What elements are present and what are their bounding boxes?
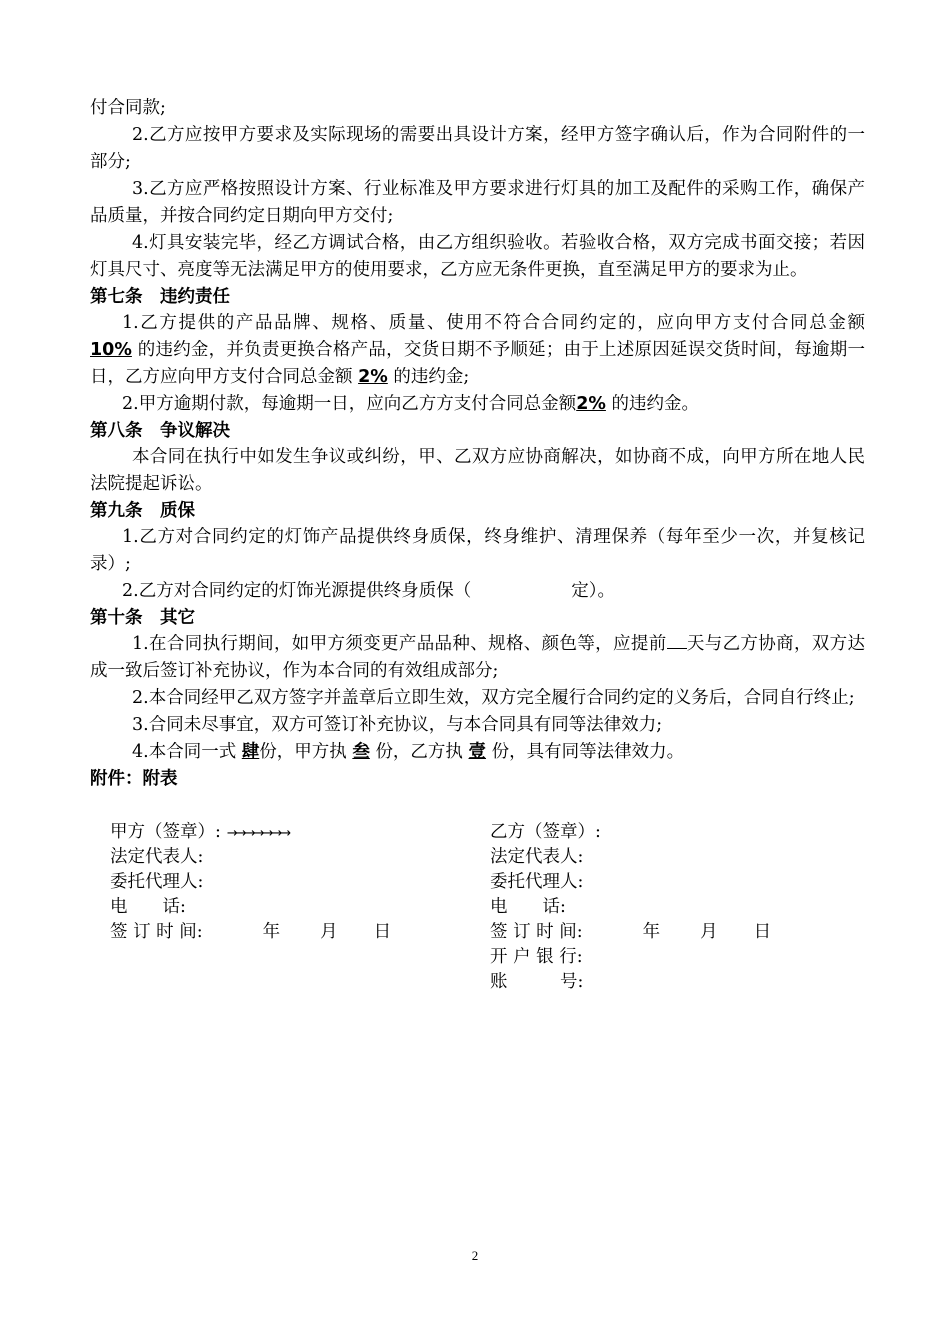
s6-item-3: 3.乙方应严格按照设计方案、行业标准及甲方要求进行灯具的加工及配件的采购工作，确保产品质量，并按合同约定日期向甲方交付; (90, 179, 865, 226)
party-a-signature-block (110, 820, 470, 945)
s10-item-4-text-b: 份，甲方执 (259, 742, 347, 762)
days-blank (667, 632, 687, 649)
s10-item-4-text-d: 份，具有同等法律效力。 (491, 742, 685, 762)
section-7-title: 第七条 违约责任 (90, 287, 230, 307)
party-a-agent: 委托代理人: (110, 872, 204, 892)
s7-item-2 (90, 391, 865, 418)
s7-item-1-text-c: 的违约金; (393, 367, 470, 387)
s8-body: 本合同在执行中如发生争议或纠纷，甲、乙双方应协商解决，如协商不成，向甲方所在地人民法院提起诉讼。 (90, 447, 865, 494)
party-b-account: 账 号: (490, 972, 584, 992)
party-a-date-row (110, 920, 470, 945)
s7-item-1-text-b: 的违约金，并负责更换合格产品，交货日期不予顺延；由于上述原因延误交货时间，每逾期一日，乙方应向甲方支付合同总金额 (90, 340, 865, 387)
copies-party-a: 叁 (352, 742, 370, 762)
party-a-phone: 电 话: (110, 897, 186, 917)
party-b-rep: 法定代表人: (490, 847, 584, 867)
section-8-title: 第八条 争议解决 (90, 421, 230, 441)
party-a-sign-row (110, 820, 470, 845)
s10-item-3: 3.合同未尽事宜，双方可签订补充协议，与本合同具有同等法律效力; (132, 715, 663, 735)
copies-total: 肆 (241, 742, 260, 762)
penalty-rate-2a: 2% (358, 367, 388, 387)
penalty-rate-2b: 2% (576, 394, 606, 414)
s10-item-4-text-a: 4.本合同一式 (132, 742, 237, 762)
s9-item-1: 1.乙方对合同约定的灯饰产品提供终身质保，终身维护、清理保养（每年至少一次，并复核记录）; (90, 527, 865, 574)
s7-item-1 (90, 310, 865, 391)
s10-item-1-text-a: 1.在合同执行期间，如甲方须变更产品品种、规格、颜色等，应提前 (132, 634, 667, 654)
s10-item-4 (90, 739, 865, 766)
s10-item-1-text-b: 天与乙方协商，双方达成一致后签订补充协议，作为本合同的有效组成部分; (90, 634, 865, 681)
s7-item-2-text-b: 的违约金。 (611, 394, 699, 414)
s6-item-2: 2.乙方应按甲方要求及实际现场的需要出具设计方案，经甲方签字确认后，作为合同附件的一部分; (90, 125, 865, 172)
section-9-title: 第九条 质保 (90, 501, 195, 521)
s9-item-2 (90, 578, 865, 605)
party-a-sign-label: 甲方（签章）: (110, 822, 221, 842)
s9-item-2-text-b: 定）。 (571, 581, 615, 601)
s7-item-2-text-a: 2.甲方逾期付款，每逾期一日，应向乙方方支付合同总金额 (122, 394, 577, 414)
page-number: 2 (471, 1248, 479, 1263)
attachment-title: 附件：附表 (90, 769, 178, 789)
party-a-year: 年 (262, 922, 281, 942)
penalty-rate-10: 10% (90, 340, 132, 360)
party-b-year: 年 (642, 922, 661, 942)
party-b-date-row (490, 920, 850, 945)
party-b-sign: 乙方（签章）: (490, 822, 601, 842)
arrow-marks-icon: →→→→→→→ (226, 826, 290, 841)
s6-item-4: 4.灯具安装完毕，经乙方调试合格，由乙方组织验收。若验收合格，双方完成书面交接；若因灯具尺寸、亮度等无法满足甲方的使用要求，乙方应无条件更换，直至满足甲方的要求为止。 (90, 233, 865, 280)
s10-item-4-text-c: 份，乙方执 (375, 742, 463, 762)
party-b-agent: 委托代理人: (490, 872, 584, 892)
party-b-signature-block (490, 820, 850, 995)
party-a-date-label: 签 订 时 间: (110, 922, 203, 942)
s9-item-2-text-a: 2.乙方对合同约定的灯饰光源提供终身质保（ (122, 581, 472, 601)
party-b-phone: 电 话: (490, 897, 566, 917)
section-10-title: 第十条 其它 (90, 608, 195, 628)
s6-lead: 付合同款; (90, 98, 166, 118)
party-b-bank: 开 户 银 行: (490, 947, 583, 967)
party-b-date-label: 签 订 时 间: (490, 922, 583, 942)
copies-party-b: 壹 (468, 742, 487, 762)
contract-body (90, 95, 865, 792)
s10-item-2: 2.本合同经甲乙双方签字并盖章后立即生效，双方完全履行合同约定的义务后，合同自行终止; (132, 688, 855, 708)
party-b-day: 日 (753, 922, 772, 942)
s7-item-1-text-a: 1.乙方提供的产品品牌、规格、质量、使用不符合合同约定的，应向甲方支付合同总金额 (122, 313, 865, 333)
s10-item-1 (90, 631, 865, 685)
party-a-rep: 法定代表人: (110, 847, 204, 867)
party-a-month: 月 (320, 922, 338, 942)
party-a-day: 日 (373, 922, 392, 942)
party-b-month: 月 (700, 922, 718, 942)
